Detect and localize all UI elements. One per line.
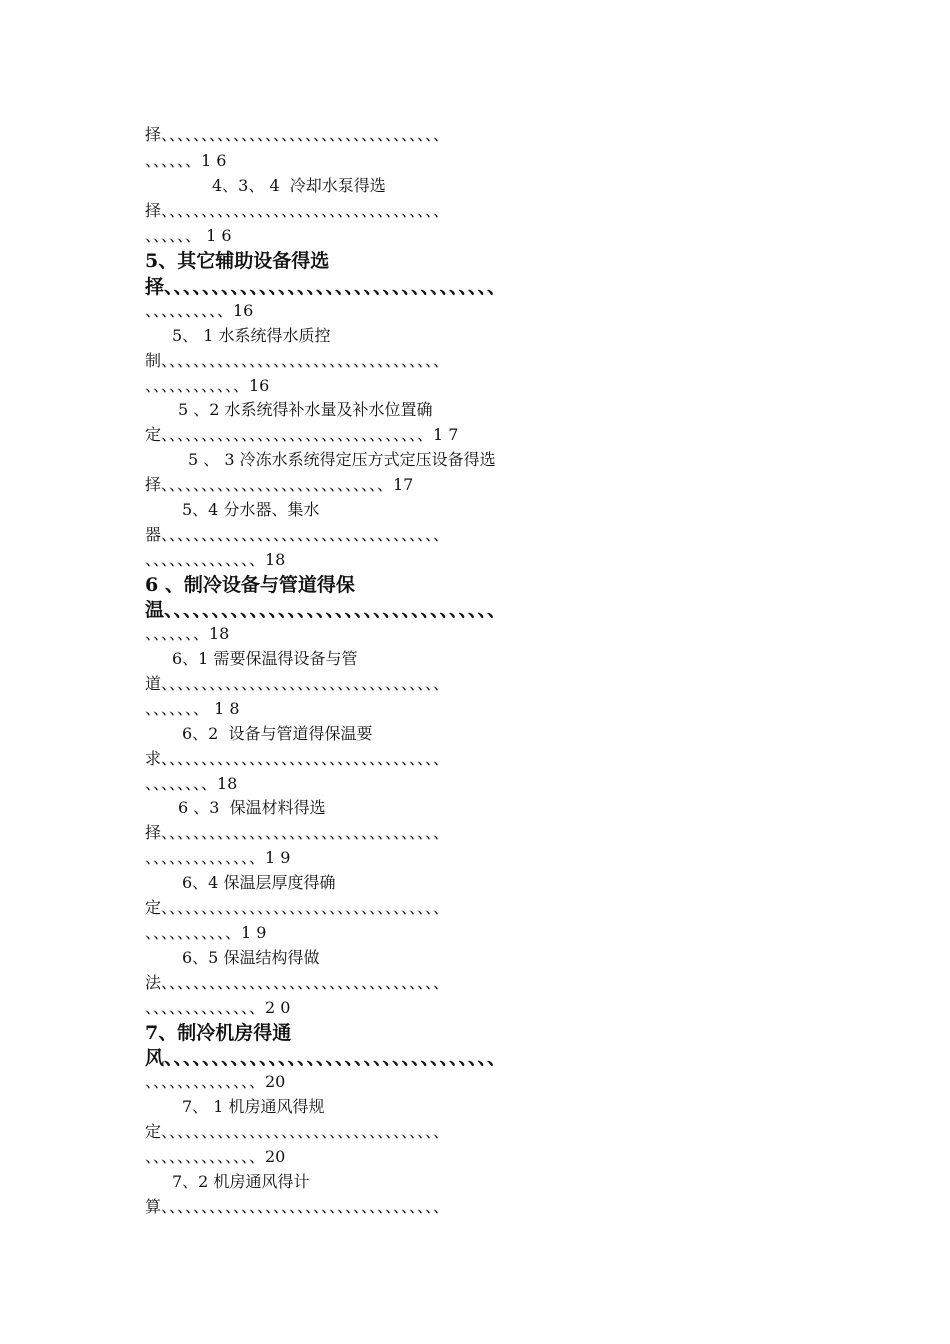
toc-line: 、、、、、、、、、、16 bbox=[145, 301, 254, 320]
toc-entry: 7、2 机房通风得计 bbox=[172, 1172, 310, 1191]
toc-line: 择、、、、、、、、、、、、、、、、、、、、、、、、、、、、、、、、、、、 bbox=[145, 823, 450, 842]
toc-line: 、、、、、、、、、、、、、、2 0 bbox=[145, 998, 291, 1017]
toc-line: 、、、、、、、、、、、、、、20 bbox=[145, 1072, 286, 1091]
toc-line: 、、、、、、、 1 8 bbox=[145, 699, 240, 718]
toc-entry: 7、 1 机房通风得规 bbox=[182, 1097, 325, 1116]
toc-line: 择、、、、、、、、、、、、、、、、、、、、、、、、、、、、、、、、、、、 bbox=[145, 201, 450, 220]
toc-line: 择、、、、、、、、、、、、、、、、、、、、、、、、、、、、17 bbox=[145, 475, 414, 494]
toc-entry: 6、5 保温结构得做 bbox=[182, 948, 320, 967]
toc-line: 求、、、、、、、、、、、、、、、、、、、、、、、、、、、、、、、、、、、 bbox=[145, 749, 450, 768]
toc-section-heading: 7、制冷机房得通 bbox=[145, 1022, 292, 1044]
toc-line: 、、、、、、、、、、、、、、20 bbox=[145, 1147, 286, 1166]
toc-entry: 5 、 3 冷冻水系统得定压方式定压设备得选 bbox=[188, 450, 496, 469]
toc-line: 、、、、、、 1 6 bbox=[145, 226, 232, 245]
toc-entry: 6 、3 保温材料得选 bbox=[178, 798, 326, 817]
toc-entry: 6、1 需要保温得设备与管 bbox=[172, 649, 358, 668]
toc-entry: 6、2 设备与管道得保温要 bbox=[182, 724, 373, 743]
toc-entry: 5 、2 水系统得补水量及补水位置确 bbox=[178, 400, 433, 419]
toc-line: 定、、、、、、、、、、、、、、、、、、、、、、、、、、、、、、、、、、、 bbox=[145, 1122, 450, 1141]
toc-line: 、、、、、、、、、、、、、、1 9 bbox=[145, 848, 291, 867]
toc-line: 定、、、、、、、、、、、、、、、、、、、、、、、、、、、、、、、、、、、 bbox=[145, 898, 450, 917]
toc-entry: 6、4 保温层厚度得确 bbox=[182, 873, 336, 892]
toc-line: 定、、、、、、、、、、、、、、、、、、、、、、、、、、、、、、、、、1 7 bbox=[145, 425, 459, 444]
toc-line: 道、、、、、、、、、、、、、、、、、、、、、、、、、、、、、、、、、、、 bbox=[145, 674, 450, 693]
toc-entry: 4、3、 4 冷却水泵得选 bbox=[212, 176, 386, 195]
toc-line: 制、、、、、、、、、、、、、、、、、、、、、、、、、、、、、、、、、、、 bbox=[145, 351, 450, 370]
toc-entry: 5、4 分水器、集水 bbox=[182, 500, 320, 519]
toc-line: 择、、、、、、、、、、、、、、、、、、、、、、、、、、、、、、、、、、、 bbox=[145, 125, 450, 144]
toc-line: 算、、、、、、、、、、、、、、、、、、、、、、、、、、、、、、、、、、、 bbox=[145, 1197, 450, 1216]
toc-line: 择、、、、、、、、、、、、、、、、、、、、、、、、、、、、、、、、、、、 bbox=[145, 276, 507, 298]
toc-line: 、、、、、、、、、、、1 9 bbox=[145, 923, 267, 942]
toc-section-heading: 6 、制冷设备与管道得保 bbox=[145, 574, 355, 596]
toc-line: 温、、、、、、、、、、、、、、、、、、、、、、、、、、、、、、、、、、、 bbox=[145, 599, 507, 621]
toc-line: 、、、、、、、、、、、、16 bbox=[145, 376, 270, 395]
toc-entry: 5、 1 水系统得水质控 bbox=[172, 326, 331, 345]
toc-line: 、、、、、、、、18 bbox=[145, 774, 238, 793]
toc-line: 法、、、、、、、、、、、、、、、、、、、、、、、、、、、、、、、、、、、 bbox=[145, 973, 450, 992]
toc-line: 、、、、、、1 6 bbox=[145, 151, 227, 170]
toc-line: 器、、、、、、、、、、、、、、、、、、、、、、、、、、、、、、、、、、、 bbox=[145, 525, 450, 544]
toc-section-heading: 5、其它辅助设备得选 bbox=[145, 250, 330, 272]
toc-line: 、、、、、、、、、、、、、、18 bbox=[145, 550, 286, 569]
toc-line: 风、、、、、、、、、、、、、、、、、、、、、、、、、、、、、、、、、、、 bbox=[145, 1047, 507, 1069]
toc-line: 、、、、、、、18 bbox=[145, 624, 230, 643]
